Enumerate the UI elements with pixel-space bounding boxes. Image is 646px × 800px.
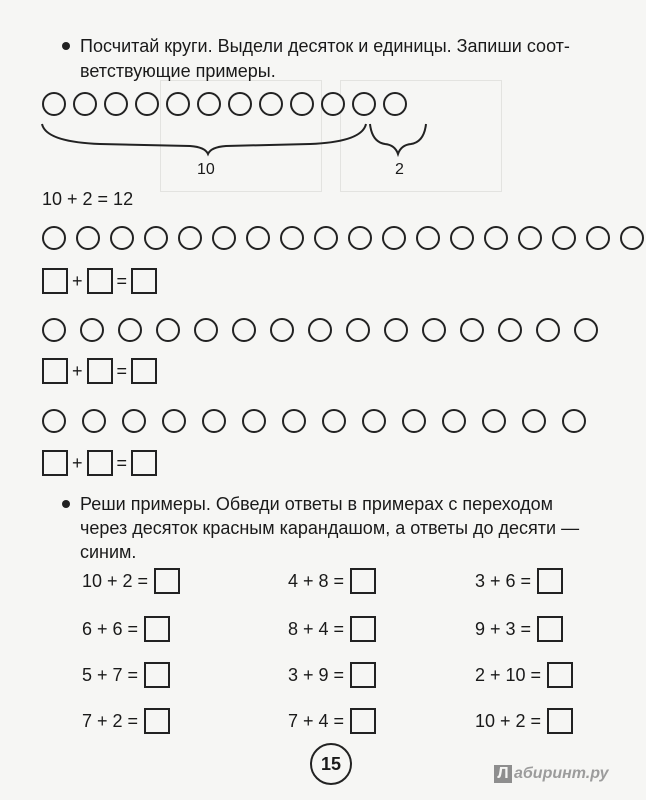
circle[interactable] [144, 226, 168, 250]
circle[interactable] [460, 318, 484, 342]
circle[interactable] [422, 318, 446, 342]
circle[interactable] [259, 92, 283, 116]
circle[interactable] [484, 226, 508, 250]
answer-boxes-row-2 [42, 268, 157, 294]
circle[interactable] [104, 92, 128, 116]
circle[interactable] [42, 409, 66, 433]
brace-units-label: 2 [395, 161, 404, 178]
task1-instruction-line1: Посчитай круги. Выдели десяток и единицы. Запиши соот- [80, 36, 570, 56]
answer-box[interactable] [42, 358, 68, 384]
example-expression: 4 + 8 = [288, 570, 345, 591]
answer-box[interactable] [350, 662, 376, 688]
example-item [288, 568, 376, 594]
task1-instruction-line2: ветствующие примеры. [80, 61, 276, 81]
circle[interactable] [416, 226, 440, 250]
circle[interactable] [518, 226, 542, 250]
circle[interactable] [586, 226, 610, 250]
circle[interactable] [346, 318, 370, 342]
answer-box[interactable] [87, 268, 113, 294]
equals-sign: = [116, 270, 128, 291]
circle[interactable] [562, 409, 586, 433]
circle[interactable] [280, 226, 304, 250]
circle[interactable] [321, 92, 345, 116]
circle[interactable] [522, 409, 546, 433]
circle[interactable] [42, 92, 66, 116]
circle[interactable] [270, 318, 294, 342]
circle[interactable] [402, 409, 426, 433]
labirint-logo-icon: Л [494, 765, 512, 783]
circle-row-4 [42, 409, 586, 433]
example-item [288, 662, 376, 688]
answer-boxes-row-3 [42, 358, 157, 384]
circle[interactable] [135, 92, 159, 116]
answer-box[interactable] [537, 616, 563, 642]
answer-box[interactable] [154, 568, 180, 594]
example-expression: 10 + 2 = [475, 710, 542, 731]
circle[interactable] [228, 92, 252, 116]
circle[interactable] [442, 409, 466, 433]
circle[interactable] [202, 409, 226, 433]
example-expression: 5 + 7 = [82, 664, 139, 685]
circle[interactable] [197, 92, 221, 116]
example-equation: 10 + 2 = 12 [42, 189, 134, 209]
example-item [475, 662, 573, 688]
circle[interactable] [232, 318, 256, 342]
bullet [62, 42, 70, 50]
circle[interactable] [73, 92, 97, 116]
answer-box[interactable] [131, 450, 157, 476]
circle[interactable] [620, 226, 644, 250]
circle[interactable] [352, 92, 376, 116]
answer-box[interactable] [42, 268, 68, 294]
example-expression: 3 + 6 = [475, 570, 532, 591]
example-expression: 6 + 6 = [82, 618, 139, 639]
task2-instruction-line1: Реши примеры. Обведи ответы в примерах с переходом [80, 494, 554, 514]
example-item [82, 662, 170, 688]
circle[interactable] [384, 318, 408, 342]
circle-row-3 [42, 318, 598, 342]
circle[interactable] [156, 318, 180, 342]
brace-tens-label: 10 [197, 161, 215, 178]
answer-box[interactable] [350, 568, 376, 594]
answer-box[interactable] [547, 662, 573, 688]
example-item [475, 616, 563, 642]
circle-row-1 [42, 92, 407, 116]
task2-instruction-line2: через десяток красным карандашом, а ответы до десяти — [80, 518, 580, 538]
circle[interactable] [194, 318, 218, 342]
example-expression: 7 + 2 = [82, 710, 139, 731]
circle[interactable] [498, 318, 522, 342]
circle[interactable] [308, 318, 332, 342]
brace-tens [42, 124, 366, 154]
plus-sign: + [72, 452, 83, 473]
circle[interactable] [450, 226, 474, 250]
circle[interactable] [482, 409, 506, 433]
example-item [475, 568, 563, 594]
answer-boxes-row-4 [42, 450, 157, 476]
answer-box[interactable] [350, 708, 376, 734]
circle[interactable] [552, 226, 576, 250]
plus-sign: + [72, 360, 83, 381]
brace-tens-and-units [40, 120, 440, 160]
circle[interactable] [162, 409, 186, 433]
circle[interactable] [290, 92, 314, 116]
answer-box[interactable] [87, 450, 113, 476]
circle[interactable] [80, 318, 104, 342]
circle[interactable] [314, 226, 338, 250]
circle[interactable] [110, 226, 134, 250]
answer-box[interactable] [131, 268, 157, 294]
example-expression: 10 + 2 = [82, 570, 149, 591]
circle[interactable] [362, 409, 386, 433]
example-expression: 9 + 3 = [475, 618, 532, 639]
example-item [82, 708, 170, 734]
example-expression: 7 + 4 = [288, 710, 345, 731]
example-item [82, 616, 170, 642]
circle[interactable] [383, 92, 407, 116]
answer-box[interactable] [131, 358, 157, 384]
circle[interactable] [382, 226, 406, 250]
circle[interactable] [42, 318, 66, 342]
example-item [288, 708, 376, 734]
answer-box[interactable] [42, 450, 68, 476]
example-expression: 2 + 10 = [475, 664, 542, 685]
bullet [62, 500, 70, 508]
answer-box[interactable] [537, 568, 563, 594]
example-expression: 3 + 9 = [288, 664, 345, 685]
page-number: 15 [310, 743, 352, 785]
equals-sign: = [116, 360, 128, 381]
example-item [475, 708, 573, 734]
watermark [494, 765, 609, 783]
task2-instruction-line3: синим. [80, 542, 137, 562]
answer-box[interactable] [350, 616, 376, 642]
plus-sign: + [72, 270, 83, 291]
example-expression: 8 + 4 = [288, 618, 345, 639]
circle[interactable] [42, 226, 66, 250]
circle[interactable] [212, 226, 236, 250]
circle[interactable] [122, 409, 146, 433]
answer-box[interactable] [87, 358, 113, 384]
circle[interactable] [76, 226, 100, 250]
answer-box[interactable] [547, 708, 573, 734]
answer-box[interactable] [144, 616, 170, 642]
circle[interactable] [282, 409, 306, 433]
circle-row-2 [42, 226, 644, 250]
example-item [288, 616, 376, 642]
circle[interactable] [242, 409, 266, 433]
circle[interactable] [322, 409, 346, 433]
circle[interactable] [536, 318, 560, 342]
equals-sign: = [116, 452, 128, 473]
circle[interactable] [118, 318, 142, 342]
circle[interactable] [246, 226, 270, 250]
circle[interactable] [82, 409, 106, 433]
answer-box[interactable] [144, 708, 170, 734]
circle[interactable] [166, 92, 190, 116]
circle[interactable] [574, 318, 598, 342]
watermark-text: абиринт.ру [514, 765, 609, 782]
circle[interactable] [178, 226, 202, 250]
circle[interactable] [348, 226, 372, 250]
answer-box[interactable] [144, 662, 170, 688]
brace-units [370, 124, 426, 154]
example-item [82, 568, 180, 594]
